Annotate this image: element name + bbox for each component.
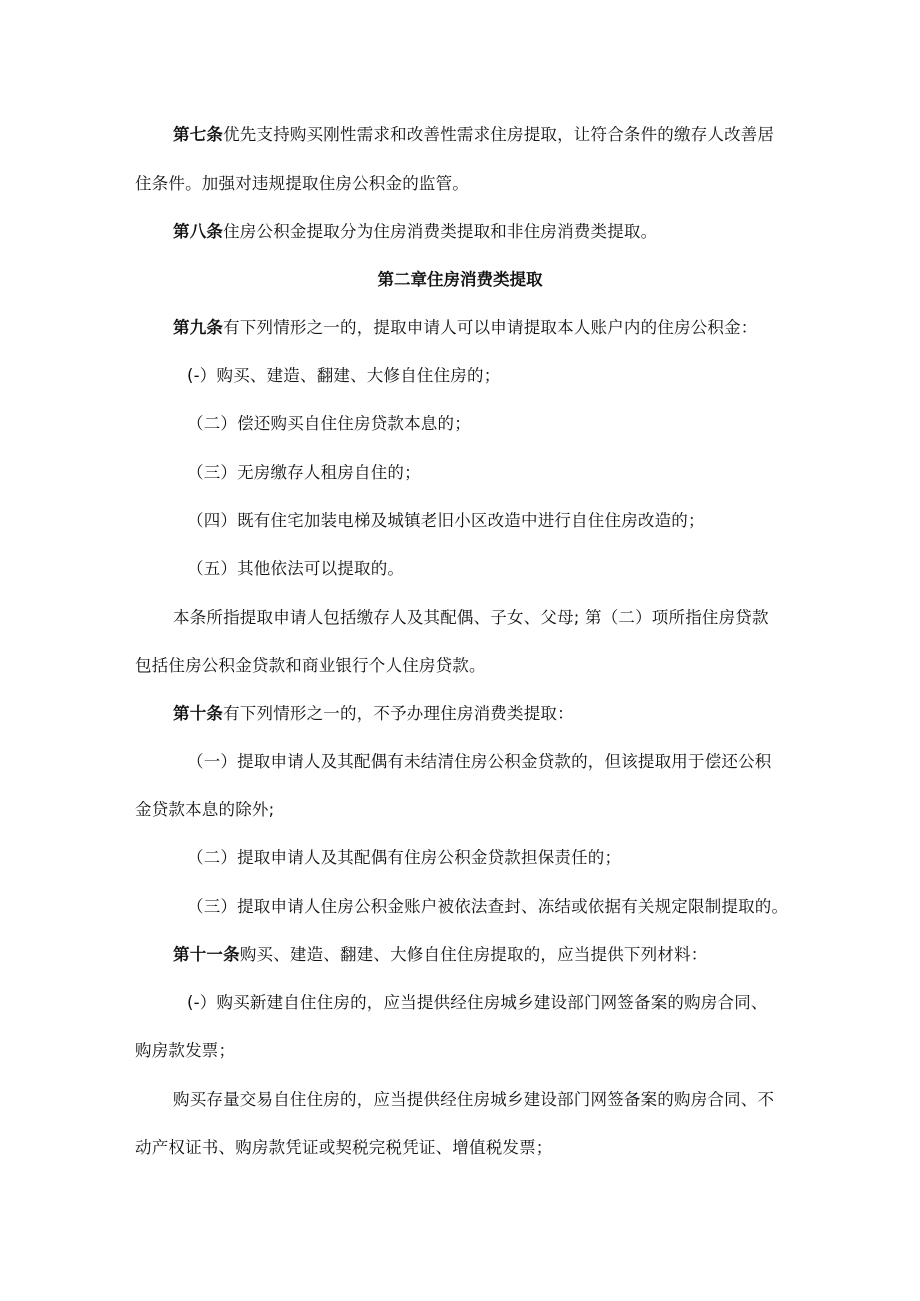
article-11-label: 第十一条	[173, 945, 240, 964]
article-9-item-2: （二）偿还购买自住住房贷款本息的；	[187, 414, 471, 433]
article-10-line	[173, 702, 574, 726]
chapter-2-title: 第二章住房消费类提取	[377, 270, 543, 289]
article-7-text-1: 优先支持购买刚性需求和改善性需求住房提取，让符合条件的缴存人改善居	[223, 125, 775, 144]
article-11-item-2b: 动产权证书、购房款凭证或契税完税凭证、增值税发票；	[135, 1138, 553, 1157]
article-9-line	[173, 316, 758, 340]
article-8-label: 第八条	[173, 222, 224, 241]
article-9-item-4: （四）既有住宅加装电梯及城镇老旧小区改造中进行自住住房改造的；	[187, 511, 705, 530]
article-8-line	[173, 220, 657, 244]
article-7-line-1	[173, 123, 774, 147]
article-9-note-2: 包括住房公积金贷款和商业银行个人住房贷款。	[135, 656, 486, 675]
article-10-item-2: （二）提取申请人及其配偶有住房公积金贷款担保责任的；	[187, 848, 622, 867]
article-10-label: 第十条	[173, 704, 224, 723]
article-11-text: 购买、建造、翻建、大修自住住房提取的，应当提供下列材料：	[239, 945, 708, 964]
article-10-item-1b: 金贷款本息的除外;	[135, 800, 275, 819]
article-9-item-3: （三）无房缴存人租房自住的；	[187, 463, 421, 482]
article-7-label: 第七条	[173, 125, 224, 144]
article-11-line	[173, 943, 707, 967]
article-11-item-1a: (-）购买新建自住住房的，应当提供经住房城乡建设部门网签备案的购房合同、	[187, 993, 768, 1012]
article-11-item-2a: 购买存量交易自住住房的，应当提供经住房城乡建设部门网签备案的购房合同、不	[173, 1090, 775, 1109]
article-9-text: 有下列情形之一的，提取申请人可以申请提取本人账户内的住房公积金：	[223, 318, 758, 337]
article-9-item-5: （五）其他依法可以提取的。	[187, 559, 405, 578]
article-9-item-1: (-）购买、建造、翻建、大修自住住房的；	[187, 366, 501, 385]
article-10-item-1a: （一）提取申请人及其配偶有未结清住房公积金贷款的，但该提取用于偿还公积	[187, 752, 772, 771]
article-10-item-3: （三）提取申请人住房公积金账户被依法查封、冻结或依据有关规定限制提取的。	[187, 897, 789, 916]
article-10-text: 有下列情形之一的，不予办理住房消费类提取：	[223, 704, 574, 723]
article-9-note-1: 本条所指提取申请人包括缴存人及其配偶、子女、父母; 第（二）项所指住房贷款	[173, 608, 769, 627]
article-7-text-2: 住条件。加强对违规提取住房公积金的监管。	[135, 174, 469, 193]
article-8-text: 住房公积金提取分为住房消费类提取和非住房消费类提取。	[223, 222, 658, 241]
article-9-label: 第九条	[173, 318, 224, 337]
article-11-item-1b: 购房款发票；	[135, 1041, 236, 1060]
